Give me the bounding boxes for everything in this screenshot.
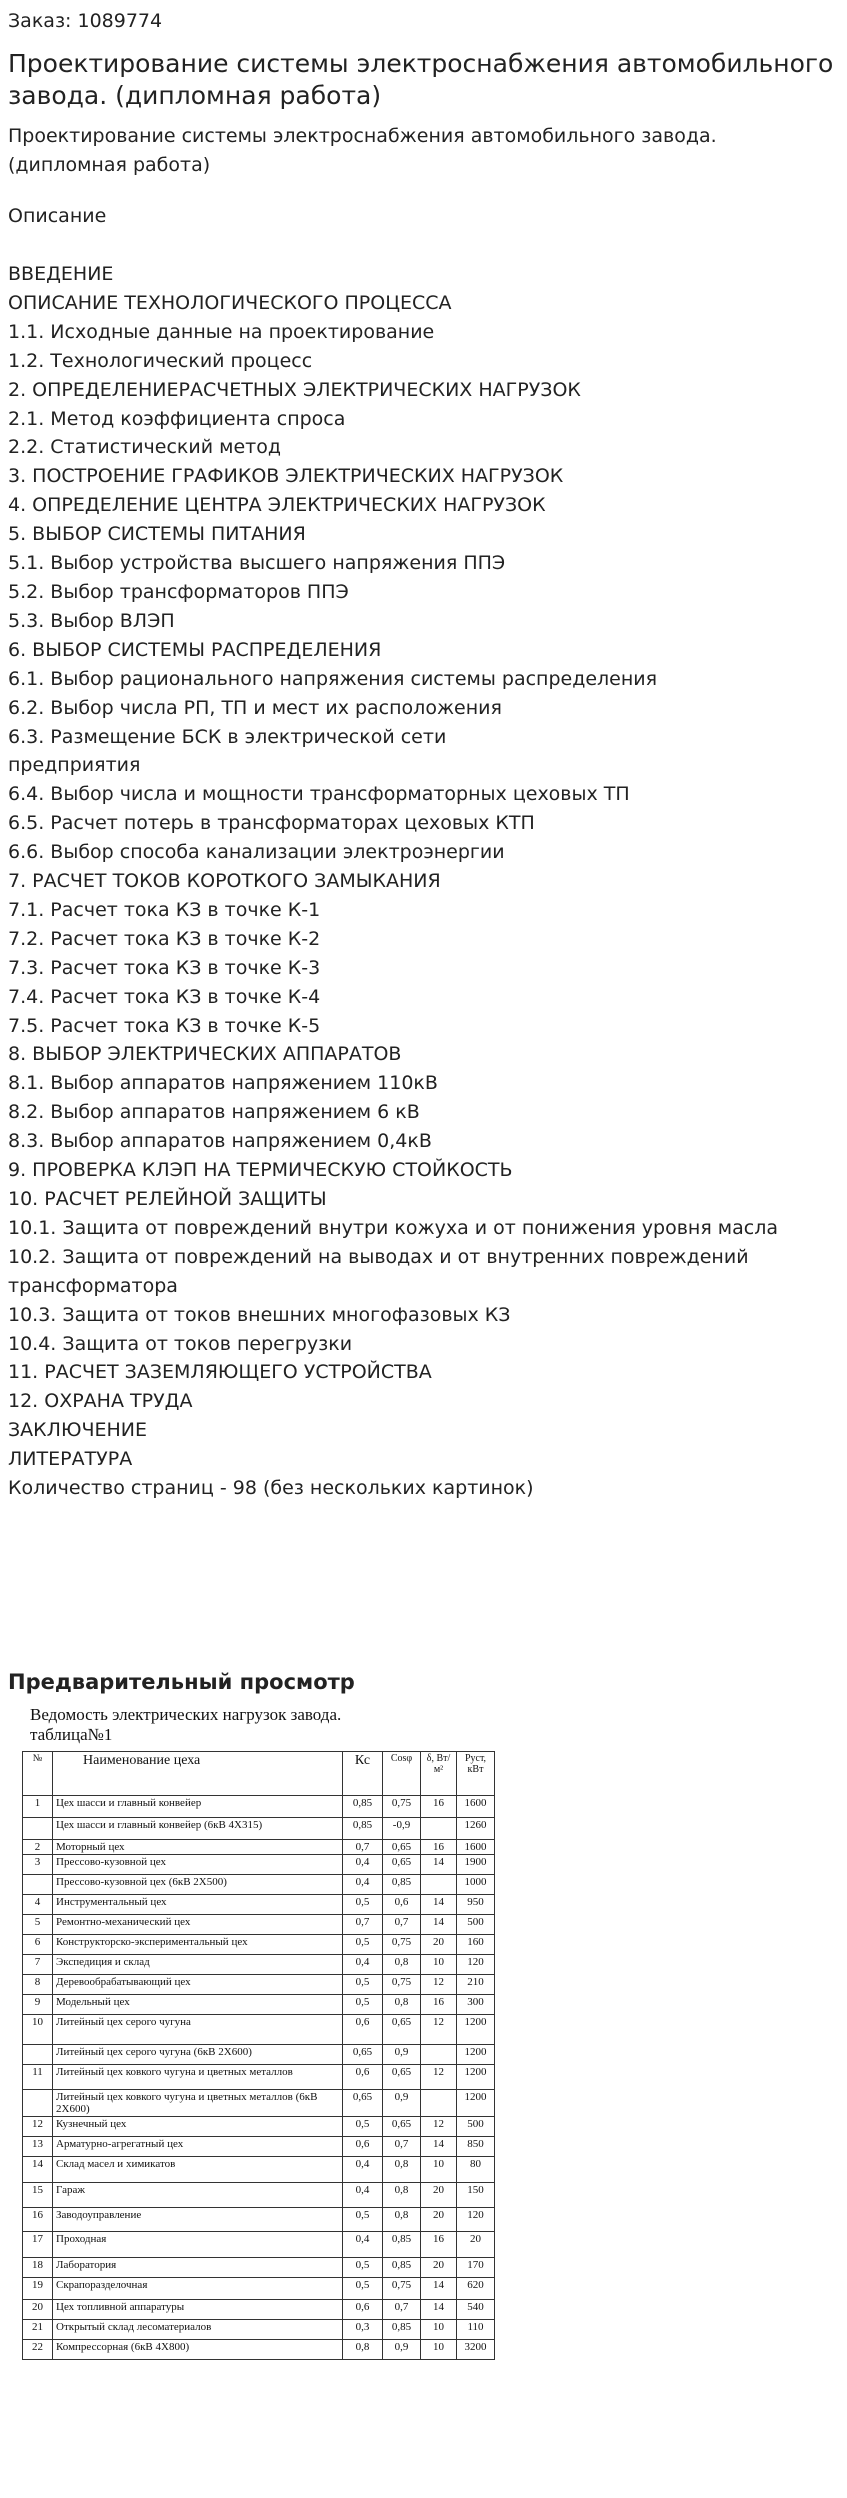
- cell-power: 1200: [457, 2045, 495, 2065]
- cell-kc: 0,4: [343, 2157, 383, 2183]
- toc-item: 7.5. Расчет тока КЗ в точке К-5: [8, 1014, 321, 1037]
- toc-item: 9. ПРОВЕРКА КЛЭП НА ТЕРМИЧЕСКУЮ СТОЙКОСТЬ: [8, 1159, 513, 1182]
- cell-power: 1600: [457, 1840, 495, 1855]
- cell-kc: 0,4: [343, 1875, 383, 1895]
- cell-number: [23, 1818, 53, 1840]
- table-row: [23, 2090, 495, 2117]
- toc-item: 4. ОПРЕДЕЛЕНИЕ ЦЕНТРА ЭЛЕКТРИЧЕСКИХ НАГРУЗОК: [8, 494, 546, 517]
- cell-name: Инструментальный цех: [53, 1895, 343, 1915]
- cell-name: Деревообрабатывающий цех: [53, 1975, 343, 1995]
- cell-power: 80: [457, 2157, 495, 2183]
- cell-cos: 0,8: [383, 2183, 421, 2208]
- cell-density: 10: [421, 2320, 457, 2340]
- cell-density: 16: [421, 1995, 457, 2015]
- cell-kc: 0,65: [343, 2045, 383, 2065]
- cell-density: 10: [421, 2340, 457, 2360]
- cell-power: 120: [457, 1955, 495, 1975]
- cell-power: 1200: [457, 2090, 495, 2117]
- cell-name: Литейный цех ковкого чугуна и цветных металлов: [53, 2065, 343, 2090]
- table-row: [23, 2137, 495, 2157]
- page-title: Проектирование системы электроснабжения автомобильного завода. (дипломная работа): [8, 49, 834, 110]
- cell-density: [421, 2045, 457, 2065]
- toc-item: ВВЕДЕНИЕ: [8, 263, 114, 285]
- toc-item: 10. РАСЧЕТ РЕЛЕЙНОЙ ЗАЩИТЫ: [8, 1188, 327, 1210]
- table-row: [23, 1818, 495, 1840]
- cell-density: 12: [421, 2065, 457, 2090]
- cell-density: 14: [421, 2137, 457, 2157]
- preview-caption-line2: таблица№1: [30, 1725, 113, 1744]
- cell-power: 1260: [457, 1818, 495, 1840]
- cell-power: 950: [457, 1895, 495, 1915]
- cell-number: 9: [23, 1995, 53, 2015]
- cell-name: Кузнечный цех: [53, 2117, 343, 2137]
- cell-number: [23, 2045, 53, 2065]
- toc-item: трансформатора: [8, 1274, 178, 1297]
- cell-number: 7: [23, 1955, 53, 1975]
- cell-kc: 0,85: [343, 1818, 383, 1840]
- cell-number: 16: [23, 2208, 53, 2232]
- cell-cos: 0,65: [383, 1840, 421, 1855]
- preview-caption: [30, 1705, 341, 1745]
- cell-density: 16: [421, 1840, 457, 1855]
- col-header-power: Руст, кВт: [457, 1752, 495, 1796]
- table-row: [23, 1975, 495, 1995]
- cell-cos: 0,7: [383, 1915, 421, 1935]
- cell-cos: 0,7: [383, 2300, 421, 2320]
- cell-number: 12: [23, 2117, 53, 2137]
- cell-number: 22: [23, 2340, 53, 2360]
- cell-kc: 0,5: [343, 1935, 383, 1955]
- table-row: [23, 2183, 495, 2208]
- table-row: [23, 2340, 495, 2360]
- table-of-contents: [8, 260, 839, 1503]
- cell-power: 20: [457, 2232, 495, 2258]
- cell-power: 110: [457, 2320, 495, 2340]
- cell-cos: 0,65: [383, 2015, 421, 2045]
- cell-number: 1: [23, 1796, 53, 1818]
- col-header-number: №: [23, 1752, 53, 1796]
- table-row: [23, 1995, 495, 2015]
- cell-kc: 0,5: [343, 2208, 383, 2232]
- toc-item: ЛИТЕРАТУРА: [8, 1448, 133, 1471]
- cell-name: Моторный цех: [53, 1840, 343, 1855]
- cell-name: Цех топливной аппаратуры: [53, 2300, 343, 2320]
- cell-power: 1900: [457, 1855, 495, 1875]
- cell-number: [23, 2090, 53, 2117]
- toc-item: 1.2. Технологический процесс: [8, 349, 313, 372]
- cell-kc: 0,5: [343, 1975, 383, 1995]
- cell-cos: 0,75: [383, 1935, 421, 1955]
- toc-item: 3. ПОСТРОЕНИЕ ГРАФИКОВ ЭЛЕКТРИЧЕСКИХ НАГРУЗОК: [8, 465, 564, 488]
- cell-number: 13: [23, 2137, 53, 2157]
- cell-kc: 0,5: [343, 2278, 383, 2300]
- cell-name: Склад масел и химикатов: [53, 2157, 343, 2183]
- col-header-cos: Cosφ: [383, 1752, 421, 1796]
- cell-power: 540: [457, 2300, 495, 2320]
- cell-density: 20: [421, 2258, 457, 2278]
- toc-item: 5.2. Выбор трансформаторов ППЭ: [8, 580, 349, 603]
- cell-power: 120: [457, 2208, 495, 2232]
- cell-name: Цех шасси и главный конвейер (6кВ 4Х315): [53, 1818, 343, 1840]
- cell-kc: 0,6: [343, 2065, 383, 2090]
- page-subtitle: Проектирование системы электроснабжения автомобильного завода. (дипломная работа): [8, 125, 717, 176]
- cell-name: Литейный цех серого чугуна (6кВ 2Х600): [53, 2045, 343, 2065]
- description-heading: Описание: [8, 205, 107, 227]
- cell-kc: 0,85: [343, 1796, 383, 1818]
- cell-cos: 0,9: [383, 2090, 421, 2117]
- cell-cos: -0,9: [383, 1818, 421, 1840]
- cell-number: 4: [23, 1895, 53, 1915]
- cell-power: 210: [457, 1975, 495, 1995]
- cell-number: 20: [23, 2300, 53, 2320]
- toc-item: 10.2. Защита от повреждений на выводах и от внутренних повреждений: [8, 1245, 749, 1268]
- toc-item: 6.6. Выбор способа канализации электроэнергии: [8, 841, 505, 864]
- cell-kc: 0,5: [343, 2258, 383, 2278]
- cell-density: 14: [421, 2300, 457, 2320]
- cell-name: Литейный цех ковкого чугуна и цветных металлов (6кВ 2Х600): [53, 2090, 343, 2117]
- cell-kc: 0,7: [343, 1840, 383, 1855]
- toc-item: 5.1. Выбор устройства высшего напряжения ППЭ: [8, 552, 506, 575]
- loads-table: [22, 1751, 495, 2360]
- cell-number: [23, 1875, 53, 1895]
- toc-item: 8.3. Выбор аппаратов напряжением 0,4кВ: [8, 1130, 432, 1153]
- cell-density: [421, 1875, 457, 1895]
- toc-item: Количество страниц - 98 (без нескольких картинок): [8, 1477, 534, 1500]
- cell-kc: 0,4: [343, 1855, 383, 1875]
- cell-cos: 0,8: [383, 1955, 421, 1975]
- cell-power: 850: [457, 2137, 495, 2157]
- table-row: [23, 1796, 495, 1818]
- cell-cos: 0,8: [383, 2208, 421, 2232]
- toc-item: 7.3. Расчет тока КЗ в точке К-3: [8, 956, 321, 979]
- toc-item: предприятия: [8, 754, 141, 777]
- table-row: [23, 2065, 495, 2090]
- cell-power: 170: [457, 2258, 495, 2278]
- toc-item: 5.3. Выбор ВЛЭП: [8, 609, 175, 632]
- cell-density: 20: [421, 2208, 457, 2232]
- cell-number: 8: [23, 1975, 53, 1995]
- toc-item: 6.5. Расчет потерь в трансформаторах цеховых КТП: [8, 812, 535, 835]
- cell-cos: 0,85: [383, 2232, 421, 2258]
- table-row: [23, 2015, 495, 2045]
- toc-item: 7.2. Расчет тока КЗ в точке К-2: [8, 927, 321, 950]
- cell-number: 17: [23, 2232, 53, 2258]
- cell-cos: 0,6: [383, 1895, 421, 1915]
- table-row: [23, 2320, 495, 2340]
- toc-item: ЗАКЛЮЧЕНИЕ: [8, 1419, 148, 1442]
- cell-cos: 0,75: [383, 1975, 421, 1995]
- cell-density: [421, 1818, 457, 1840]
- toc-item: 12. ОХРАНА ТРУДА: [8, 1390, 193, 1413]
- cell-cos: 0,85: [383, 2320, 421, 2340]
- table-row: [23, 2278, 495, 2300]
- cell-name: Открытый склад лесоматериалов: [53, 2320, 343, 2340]
- cell-cos: 0,7: [383, 2137, 421, 2157]
- cell-cos: 0,9: [383, 2045, 421, 2065]
- cell-name: Прессово-кузовной цех (6кВ 2Х500): [53, 1875, 343, 1895]
- toc-item: 7. РАСЧЕТ ТОКОВ КОРОТКОГО ЗАМЫКАНИЯ: [8, 870, 441, 893]
- cell-density: 12: [421, 2117, 457, 2137]
- toc-item: 8. ВЫБОР ЭЛЕКТРИЧЕСКИХ АППАРАТОВ: [8, 1043, 402, 1066]
- cell-cos: 0,85: [383, 2258, 421, 2278]
- cell-power: 500: [457, 2117, 495, 2137]
- cell-name: Арматурно-агрегатный цех: [53, 2137, 343, 2157]
- table-row: [23, 2208, 495, 2232]
- cell-name: Цех шасси и главный конвейер: [53, 1796, 343, 1818]
- toc-item: 1.1. Исходные данные на проектирование: [8, 320, 435, 343]
- col-header-kc: Кс: [343, 1752, 383, 1796]
- cell-number: 11: [23, 2065, 53, 2090]
- toc-item: 2.2. Статистический метод: [8, 436, 281, 459]
- cell-number: 5: [23, 1915, 53, 1935]
- table-row: [23, 1855, 495, 1875]
- table-row: [23, 2258, 495, 2278]
- table-row: [23, 2232, 495, 2258]
- cell-cos: 0,9: [383, 2340, 421, 2360]
- cell-power: 620: [457, 2278, 495, 2300]
- cell-name: Заводоуправление: [53, 2208, 343, 2232]
- table-row: [23, 1955, 495, 1975]
- cell-name: Проходная: [53, 2232, 343, 2258]
- cell-cos: 0,65: [383, 2117, 421, 2137]
- toc-item: 2.1. Метод коэффициента спроса: [8, 407, 346, 430]
- table-row: [23, 1915, 495, 1935]
- toc-item: 6.1. Выбор рационального напряжения системы распределения: [8, 667, 658, 690]
- cell-name: Литейный цех серого чугуна: [53, 2015, 343, 2045]
- cell-density: 14: [421, 1895, 457, 1915]
- cell-density: [421, 2090, 457, 2117]
- cell-kc: 0,6: [343, 2137, 383, 2157]
- col-header-density: δ, Вт/м²: [421, 1752, 457, 1796]
- cell-cos: 0,75: [383, 2278, 421, 2300]
- cell-density: 12: [421, 2015, 457, 2045]
- cell-density: 20: [421, 2183, 457, 2208]
- cell-power: 300: [457, 1995, 495, 2015]
- cell-density: 14: [421, 1915, 457, 1935]
- toc-item: 7.4. Расчет тока КЗ в точке К-4: [8, 985, 321, 1008]
- toc-item: 10.3. Защита от токов внешних многофазовых КЗ: [8, 1303, 511, 1326]
- cell-kc: 0,5: [343, 1895, 383, 1915]
- toc-item: 6.2. Выбор числа РП, ТП и мест их расположения: [8, 696, 502, 719]
- cell-kc: 0,6: [343, 2015, 383, 2045]
- toc-item: 8.1. Выбор аппаратов напряжением 110кВ: [8, 1072, 438, 1095]
- cell-number: 14: [23, 2157, 53, 2183]
- col-header-name: Наименование цеха: [53, 1752, 343, 1796]
- cell-name: Экспедиция и склад: [53, 1955, 343, 1975]
- toc-item: 6.3. Размещение БСК в электрической сети: [8, 725, 447, 748]
- cell-kc: 0,5: [343, 1995, 383, 2015]
- preview-caption-line1: Ведомость электрических нагрузок завода.: [30, 1705, 342, 1724]
- toc-item: 11. РАСЧЕТ ЗАЗЕМЛЯЮЩЕГО УСТРОЙСТВА: [8, 1361, 432, 1384]
- cell-kc: 0,3: [343, 2320, 383, 2340]
- toc-item: 10.1. Защита от повреждений внутри кожуха и от понижения уровня масла: [8, 1216, 779, 1239]
- cell-kc: 0,4: [343, 2232, 383, 2258]
- cell-power: 500: [457, 1915, 495, 1935]
- cell-cos: 0,8: [383, 2157, 421, 2183]
- cell-number: 6: [23, 1935, 53, 1955]
- cell-kc: 0,4: [343, 2183, 383, 2208]
- toc-item: 10.4. Защита от токов перегрузки: [8, 1332, 353, 1355]
- cell-kc: 0,5: [343, 2117, 383, 2137]
- cell-name: Скрапоразделочная: [53, 2278, 343, 2300]
- table-row: [23, 1935, 495, 1955]
- cell-density: 14: [421, 2278, 457, 2300]
- order-number: Заказ: 1089774: [8, 10, 163, 32]
- cell-kc: 0,7: [343, 1915, 383, 1935]
- preview-heading: Предварительный просмотр: [8, 1670, 355, 1694]
- cell-cos: 0,75: [383, 1796, 421, 1818]
- cell-power: 1000: [457, 1875, 495, 1895]
- cell-name: Модельный цех: [53, 1995, 343, 2015]
- cell-power: 160: [457, 1935, 495, 1955]
- cell-kc: 0,65: [343, 2090, 383, 2117]
- toc-item: 6.4. Выбор числа и мощности трансформаторных цеховых ТП: [8, 783, 630, 806]
- table-row: [23, 1840, 495, 1855]
- cell-power: 3200: [457, 2340, 495, 2360]
- cell-power: 1200: [457, 2065, 495, 2090]
- toc-item: 7.1. Расчет тока КЗ в точке К-1: [8, 898, 321, 921]
- cell-number: 2: [23, 1840, 53, 1855]
- cell-name: Конструкторско-экспериментальный цех: [53, 1935, 343, 1955]
- cell-number: 3: [23, 1855, 53, 1875]
- cell-kc: 0,8: [343, 2340, 383, 2360]
- table-row: [23, 1895, 495, 1915]
- cell-kc: 0,6: [343, 2300, 383, 2320]
- cell-cos: 0,8: [383, 1995, 421, 2015]
- toc-item: 2. ОПРЕДЕЛЕНИЕРАСЧЕТНЫХ ЭЛЕКТРИЧЕСКИХ НАГРУЗОК: [8, 378, 581, 401]
- cell-name: Прессово-кузовной цех: [53, 1855, 343, 1875]
- cell-density: 14: [421, 1855, 457, 1875]
- toc-item: ОПИСАНИЕ ТЕХНОЛОГИЧЕСКОГО ПРОЦЕССА: [8, 291, 452, 314]
- table-row: [23, 2300, 495, 2320]
- preview-document: [8, 1705, 573, 2498]
- toc-item: 6. ВЫБОР СИСТЕМЫ РАСПРЕДЕЛЕНИЯ: [8, 638, 382, 661]
- cell-number: 15: [23, 2183, 53, 2208]
- cell-number: 19: [23, 2278, 53, 2300]
- table-header-row: [23, 1752, 495, 1796]
- cell-number: 21: [23, 2320, 53, 2340]
- cell-density: 10: [421, 1955, 457, 1975]
- cell-density: 20: [421, 1935, 457, 1955]
- table-row: [23, 2117, 495, 2137]
- cell-power: 1600: [457, 1796, 495, 1818]
- cell-power: 1200: [457, 2015, 495, 2045]
- cell-name: Лаборатория: [53, 2258, 343, 2278]
- cell-cos: 0,65: [383, 2065, 421, 2090]
- cell-density: 10: [421, 2157, 457, 2183]
- table-row: [23, 1875, 495, 1895]
- cell-name: Ремонтно-механический цех: [53, 1915, 343, 1935]
- table-row: [23, 2157, 495, 2183]
- table-row: [23, 2045, 495, 2065]
- toc-item: 8.2. Выбор аппаратов напряжением 6 кВ: [8, 1101, 420, 1124]
- cell-name: Компрессорная (6кВ 4Х800): [53, 2340, 343, 2360]
- cell-density: 12: [421, 1975, 457, 1995]
- toc-item: 5. ВЫБОР СИСТЕМЫ ПИТАНИЯ: [8, 523, 306, 546]
- cell-number: 10: [23, 2015, 53, 2045]
- cell-cos: 0,85: [383, 1875, 421, 1895]
- cell-density: 16: [421, 2232, 457, 2258]
- cell-name: Гараж: [53, 2183, 343, 2208]
- cell-power: 150: [457, 2183, 495, 2208]
- cell-cos: 0,65: [383, 1855, 421, 1875]
- cell-density: 16: [421, 1796, 457, 1818]
- cell-number: 18: [23, 2258, 53, 2278]
- cell-kc: 0,4: [343, 1955, 383, 1975]
